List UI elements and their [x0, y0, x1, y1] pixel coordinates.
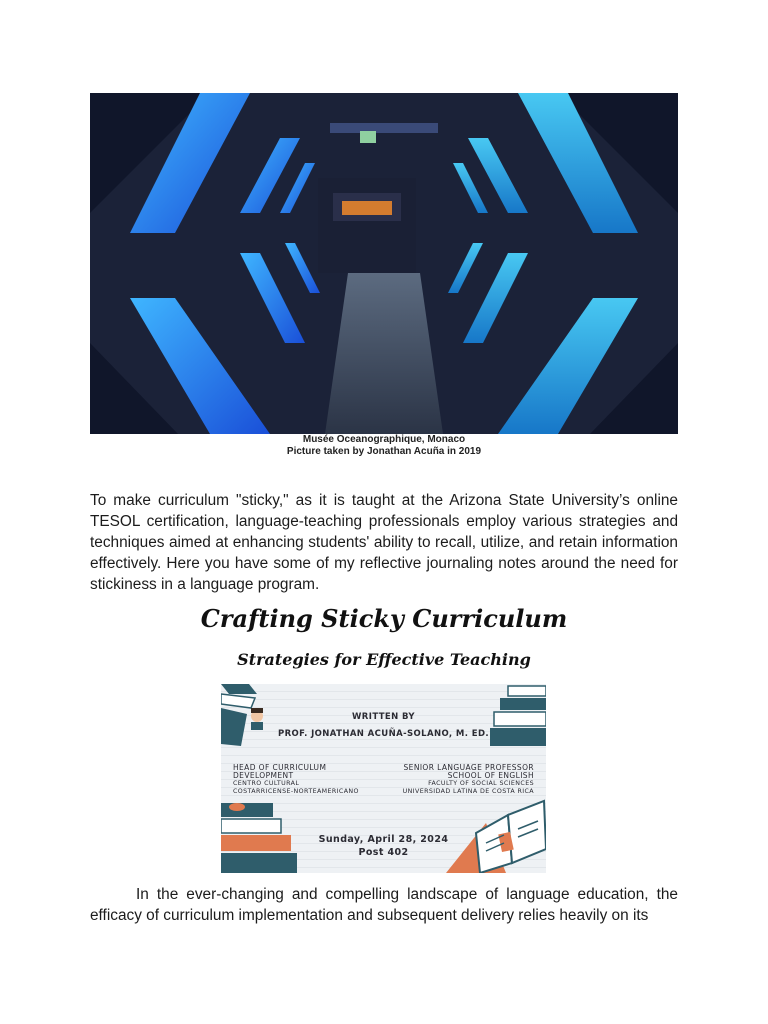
written-by-label: WRITTEN BY	[352, 712, 415, 722]
left-line-3: CENTRO CULTURAL	[233, 780, 300, 787]
aquarium-tunnel-photo	[90, 93, 678, 434]
right-line-1: SENIOR LANGUAGE PROFESSOR	[403, 763, 534, 772]
right-line-3: FACULTY OF SOCIAL SCIENCES	[428, 780, 534, 787]
left-line-4: COSTARRICENSE-NORTEAMERICANO	[233, 788, 359, 795]
left-affiliation	[233, 764, 359, 796]
post-date: Sunday, April 28, 2024	[318, 834, 449, 845]
caption-line-2: Picture taken by Jonathan Acuña in 2019	[286, 446, 482, 457]
author-name: PROF. JONATHAN ACUÑA-SOLANO, M. ED.	[277, 729, 490, 739]
left-line-1: HEAD OF CURRICULUM	[233, 763, 327, 772]
open-book-icon	[446, 793, 546, 873]
right-line-4: UNIVERSIDAD LATINA DE COSTA RICA	[402, 788, 534, 795]
caption-line-1: Musée Oceanographique, Monaco	[302, 434, 466, 445]
post-number: Post 402	[358, 847, 409, 858]
article-subtitle: Strategies for Effective Teaching	[237, 650, 531, 669]
right-affiliation	[403, 764, 534, 796]
author-card-graphic	[221, 684, 546, 873]
intro-paragraph: To make curriculum "sticky," as it is taught at the Arizona State University’s online TESOL certification, language-teaching professionals employ various strategies and techniques aimed at enhancing students' ability to recall, utilize, and retain information effectively. Here you have some of my reflective journaling notes around the need for stickiness in a language program.	[90, 492, 678, 593]
right-line-2: SCHOOL OF ENGLISH	[447, 771, 534, 780]
body-paragraph: In the ever-changing and compelling landscape of language education, the efficacy of curriculum implementation and subsequent delivery relies heavily on its	[90, 886, 678, 924]
photo-caption	[90, 434, 678, 458]
aquarium-tunnel-illustration	[90, 93, 678, 434]
article-title: Crafting Sticky Curriculum	[200, 604, 568, 633]
left-line-2: DEVELOPMENT	[233, 771, 294, 780]
